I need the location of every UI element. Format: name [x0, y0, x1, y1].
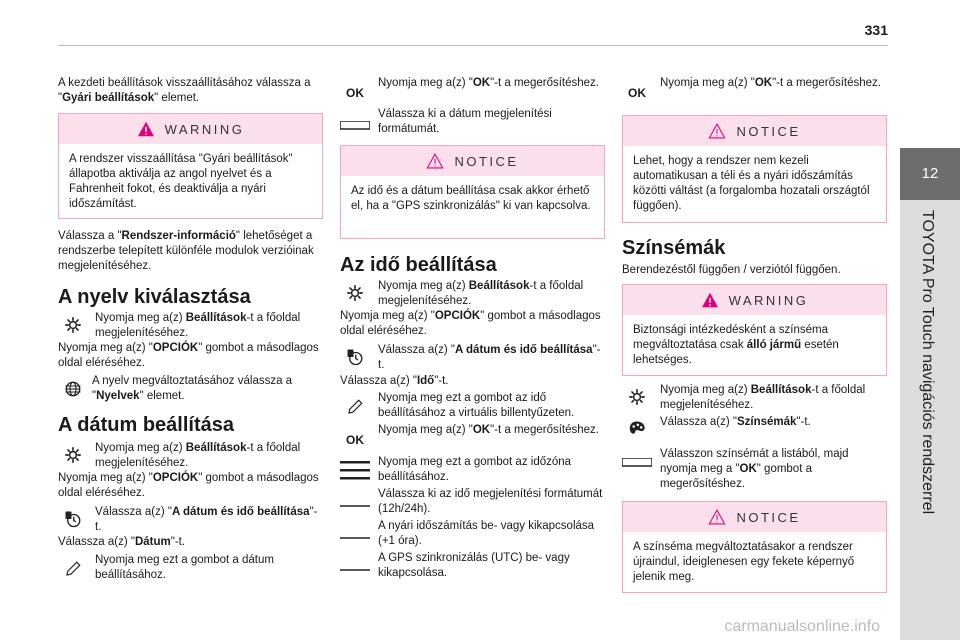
notice-text: Lehet, hogy a rendszer nem kezeli automatikusan a téli és a nyári időszámítás közötti váltást (a forgalomba hozatali országtól függően). [633, 155, 870, 212]
color-schemes-intro: Berendezéstől függően / verziótól függően. [622, 264, 841, 276]
language-heading: A nyelv kiválasztása [58, 286, 251, 308]
date-format-step: Válassza ki a dátum megjelenítési formátumát. [378, 108, 552, 135]
chapter-title: TOYOTA Pro Touch navigációs rendszerrel [919, 210, 936, 515]
color-step-2: Válassza a(z) "Színsémák"-t. [660, 416, 811, 428]
time-ok-step: Nyomja meg a(z) "OK"-t a megerősítéshez. [660, 77, 881, 89]
time-step-5: Nyomja meg ezt a gombot az idő beállításához a virtuális billentyűzeten. [378, 392, 575, 419]
time-step-2: Nyomja meg a(z) "OPCIÓK" gombot a másodlagos oldal eléréséhez. [340, 310, 601, 337]
notice-text: Az idő és a dátum beállítása csak akkor érhető el, ha a "GPS szinkronizálás" ki van kapcsolva. [351, 185, 591, 212]
clock-icon [58, 508, 88, 530]
format-bar-icon [340, 115, 370, 137]
column-1 [58, 76, 323, 106]
ok-icon: OK [628, 86, 646, 100]
time-step-8: Válassza ki az idő megjelenítési formátumát (12h/24h). [378, 488, 603, 515]
settings-icon [58, 444, 88, 466]
clock-icon [340, 346, 370, 368]
language-icon [58, 378, 88, 400]
footer-watermark: carmanualsonline.info [724, 618, 880, 635]
divider-line-icon [340, 495, 370, 517]
warning-icon [137, 121, 155, 137]
notice-icon [426, 153, 444, 169]
color-step-3: Válasszon színsémát a listából, majd nyomja meg a "OK" gombot a megerősítéshez. [660, 448, 849, 490]
notice-icon [708, 509, 726, 525]
notice-title: NOTICE [736, 123, 801, 139]
divider-line-icon [340, 559, 370, 581]
notice-icon [708, 123, 726, 139]
notice-title: NOTICE [454, 153, 519, 169]
date-step-1: Nyomja meg a(z) Beállítások-t a főoldal megjelenítéséhez. [95, 442, 301, 469]
warning-icon [701, 292, 719, 308]
date-step-4: Válassza a(z) "Dátum"-t. [58, 536, 186, 548]
date-step-2: Nyomja meg a(z) "OPCIÓK" gombot a másodlagos oldal eléréséhez. [58, 472, 319, 499]
time-step-3: Válassza a(z) "A dátum és idő beállítása"-t. [378, 344, 601, 371]
time-heading: Az idő beállítása [340, 254, 497, 276]
settings-icon [340, 282, 370, 304]
chapter-tab: 12 [900, 148, 960, 200]
notice-box-restart [622, 501, 887, 593]
date-step-5: Nyomja meg ezt a gombot a dátum beállításához. [95, 554, 274, 581]
format-bar-icon [622, 452, 652, 474]
warning-box-color [622, 284, 887, 376]
settings-icon [622, 386, 652, 408]
time-step-7: Nyomja meg ezt a gombot az időzóna beállításához. [378, 456, 572, 483]
ok-icon: OK [346, 86, 364, 100]
warning-title: WARNING [728, 292, 809, 308]
lang-step-1: Nyomja meg a(z) Beállítások-t a főoldal megjelenítéséhez. [95, 312, 301, 339]
notice-box-time [340, 145, 605, 239]
time-step-9: A nyári időszámítás be- vagy kikapcsolása (+1 óra). [378, 520, 595, 547]
lang-step-2: Nyomja meg a(z) "OPCIÓK" gombot a másodlagos oldal eléréséhez. [58, 342, 319, 369]
notice-text: A színséma megváltoztatásakor a rendszer újraindul, ideiglenesen egy fekete képernyő jelenik meg. [633, 541, 855, 583]
warning-box-reset [58, 113, 323, 219]
notice-box-dst [622, 115, 887, 223]
lang-step-3: A nyelv megváltoztatásához válassza a "Nyelvek" elemet. [92, 375, 293, 402]
date-heading: A dátum beállítása [58, 414, 234, 436]
sysinfo-text: Válassza a "Rendszer-információ" lehetőséget a rendszerbe telepített különféle modulok verzióinak megjelenítéséhez. [58, 230, 314, 272]
warning-text: A rendszer visszaállítása "Gyári beállítások" állapotba aktiválja az angol nyelvet és a Fahrenheit fokot, és deaktiválja a nyári időszámítást. [69, 153, 293, 210]
time-step-1: Nyomja meg a(z) Beállítások-t a főoldal megjelenítéséhez. [378, 280, 584, 307]
pencil-icon [340, 396, 370, 418]
pencil-icon [58, 558, 88, 580]
color-schemes-heading: Színsémák [622, 237, 726, 259]
warning-text: Biztonsági intézkedésként a színséma megváltoztatása csak álló jármű esetén lehetséges. [633, 324, 839, 366]
palette-icon [622, 418, 652, 440]
factory-reset-text: A kezdeti beállítások visszaállításához válassza a "Gyári beállítások" elemet. [58, 77, 311, 104]
ok-icon: OK [346, 433, 364, 447]
time-step-6: Nyomja meg a(z) "OK"-t a megerősítéshez. [378, 424, 599, 436]
warning-title: WARNING [164, 121, 245, 137]
menu-icon [340, 459, 370, 481]
time-step-10: A GPS szinkronizálás (UTC) be- vagy kikapcsolása. [378, 552, 570, 579]
notice-title: NOTICE [736, 509, 801, 525]
header-divider [58, 45, 888, 46]
date-ok-step: Nyomja meg a(z) "OK"-t a megerősítéshez. [378, 77, 599, 89]
date-step-3: Válassza a(z) "A dátum és idő beállítása"-t. [95, 506, 318, 533]
time-step-4: Válassza a(z) "Idő"-t. [340, 375, 449, 387]
page-number: 331 [864, 22, 888, 38]
color-step-1: Nyomja meg a(z) Beállítások-t a főoldal megjelenítéséhez. [660, 384, 866, 411]
settings-icon [58, 314, 88, 336]
divider-line-icon [340, 527, 370, 549]
